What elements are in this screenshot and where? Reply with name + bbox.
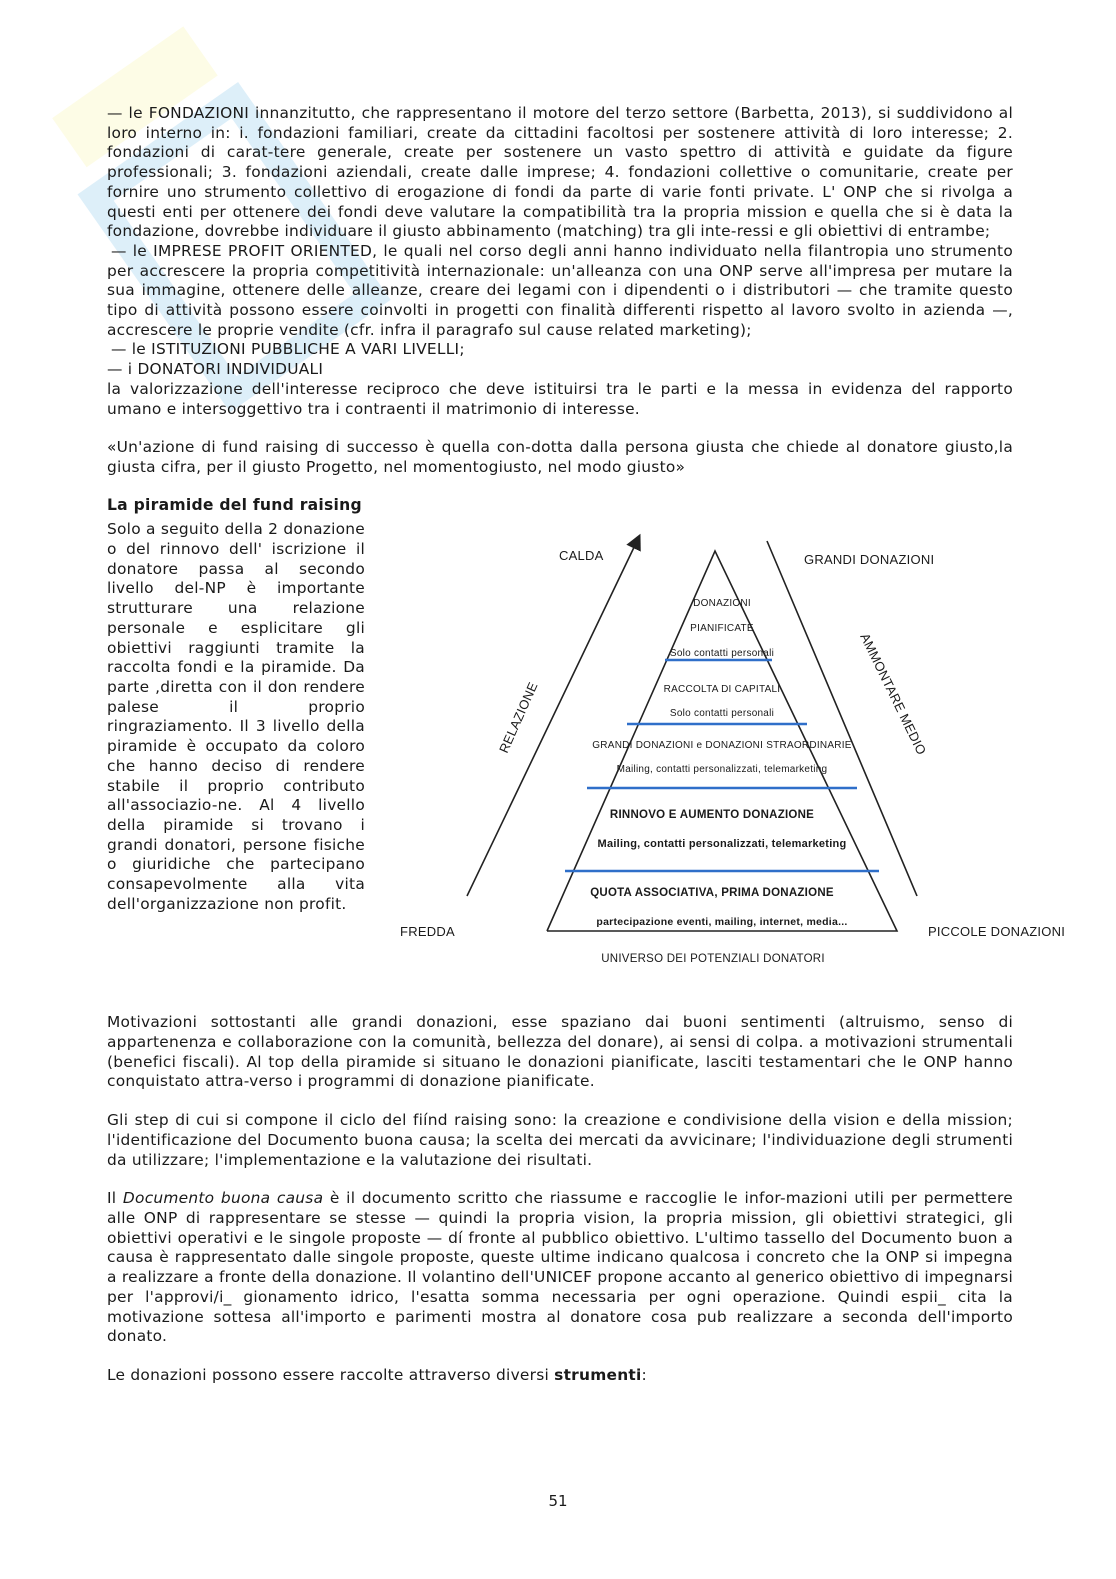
paragraph-fondazioni: — le FONDAZIONI innanzitutto, che rappresentano il motore del terzo settore (Barbetta, 2013), si suddividono al loro interno in: i. fondazioni familiari, create da cittadini facoltosi per sostenere attività di loro interesse; 2. fondazioni di carat-tere generale, create per sostenere un vasto spettro di attività e guidate da figure professionali; 3. fondazioni aziendali, create dalle imprese; 4. fondazioni collettive o comunitarie, create per fornire uno strumento collettivo di erogazione di fondi da parte di varie fonti private. L' ONP che si rivolga a questi enti per ottenere dei fondi deve valutare la compatibilità tra la propria mission e quella che si è data la fondazione, dovrebbe individuare il giusto abbinamento (matching) tra gli inte-ressi e gli obiettivi di entrambe; bbox=[107, 104, 1013, 241]
level-donazioni: DONAZIONI bbox=[693, 598, 751, 610]
pyramid-description: Solo a seguito della 2 donazione o del rinnovo dell' iscrizione il donatore passa al secondo livello del-NP è importante strutturare una relazione personale e esplicitare gli obiettivi raggiunti tramite la raccolta fondi e la piramide. Da parte ,diretta con il don rendere palese il proprio ringraziamento. Il 3 livello della piramide è occupato da coloro che hanno deciso di rendere stabile il proprio contributo all'associazio-ne. Al 4 livello della piramide si trovano i grandi donatori, persone fisiche o giuridiche che partecipano consapevolmente alla vita dell'organizzazione non profit. bbox=[107, 520, 365, 913]
doc-title-italic: Documento buona causa bbox=[122, 1189, 324, 1208]
label-relazione: RELAZIONE bbox=[496, 680, 541, 756]
level-solo-contatti-1: Solo contatti personali bbox=[669, 648, 775, 660]
doc-lead: Il bbox=[107, 1189, 123, 1208]
strumenti-bold: strumenti bbox=[554, 1365, 642, 1384]
section-heading: La piramide del fund raising bbox=[107, 495, 362, 514]
level-raccolta: RACCOLTA DI CAPITALI bbox=[663, 684, 781, 696]
strumenti-end: : bbox=[641, 1365, 647, 1384]
paragraph-istituzioni: — le ISTITUZIONI PUBBLICHE A VARI LIVELLI; bbox=[111, 340, 465, 359]
level-pianificate: PIANIFICATE bbox=[690, 623, 754, 635]
pyramid-base-label: UNIVERSO DEI POTENZIALI DONATORI bbox=[601, 953, 825, 966]
paragraph-valorizzazione: la valorizzazione dell'interesse reciproco che deve istituirsi tra le parti e la messa in evidenza del rapporto umano e intersoggettivo tra i contraenti il matrimonio di interesse. bbox=[107, 379, 1013, 418]
doc-body: è il documento scritto che riassume e raccoglie le infor-mazioni utili per permettere alle ONP di rappresentare se stesse — quindi la propria vision, la propria mission, gli obiettivi strategici, gli obiettivi operativi e le singole proposte — dí fronte al pubblico obiettivo. L'ultimo tassello del Documento buon a causa è rappresentato dalle singole proposte, queste ultime indicano qualcosa i concreto che la ONP si impegna a realizzare a fronte della donazione. Il volantino dell'UNICEF propone accanto al generico obiettivo di impegnarsi per l'approvi/i_ gionamento idrico, l'esatta somma necessaria per ogni operazione. Quindi espii_ cita la motivazione sottesa all'importo e parimenti mostra al donatore cosa pub realizzare a seconda dell'importo donato. bbox=[107, 1189, 1013, 1346]
fund-raising-quote: «Un'azione di fund raising di successo è quella con-dotta dalla persona giusta che chiede al donatore giusto,la giusta cifra, per il giusto Progetto, nel momentogiusto, nel modo giusto» bbox=[107, 438, 1013, 476]
level-quota: QUOTA ASSOCIATIVA, PRIMA DONAZIONE bbox=[590, 887, 834, 900]
pyramid-diagram bbox=[382, 506, 1072, 966]
paragraph-donatori: — i DONATORI INDIVIDUALI bbox=[107, 360, 324, 379]
label-piccole-donazioni: PICCOLE DONAZIONI bbox=[928, 924, 1066, 940]
page-content bbox=[107, 104, 1066, 1386]
paragraph-step: Gli step di cui si compone il ciclo del fiínd raising sono: la creazione e condivisione della vision e della mission; l'identificazione del Documento buona causa; la scelta dei mercati da avvicinare; l'individuazione degli strumenti da utilizzare; l'implementazione e la valutazione dei risultati. bbox=[107, 1111, 1013, 1169]
level-rinnovo-sub: Mailing, contatti personalizzati, telemarketing bbox=[597, 838, 847, 851]
label-grandi-donazioni: GRANDI DONAZIONI bbox=[804, 552, 935, 568]
strumenti-lead: Le donazioni possono essere raccolte attraverso diversi bbox=[107, 1365, 555, 1384]
paragraph-documento-buona-causa bbox=[107, 1189, 1013, 1347]
level-quota-sub: partecipazione eventi, mailing, internet, media... bbox=[596, 916, 848, 929]
label-calda: CALDA bbox=[559, 548, 604, 564]
level-grandi-sub: Mailing, contatti personalizzati, telemarketing bbox=[616, 764, 828, 776]
level-solo-contatti-2: Solo contatti personali bbox=[669, 708, 775, 720]
label-ammontare-medio: AMMONTARE MEDIO bbox=[857, 631, 930, 758]
paragraph-motivazioni: Motivazioni sottostanti alle grandi donazioni, esse spaziano dai buoni sentimenti (altruismo, senso di appartenenza e collaborazione con la comunità, bellezza del donare), ai sensi di colpa. a motivazioni strumentali (benefici fiscali). Al top della piramide si situano le donazioni pianificate, lasciti testamentari che le ONP hanno conquistato attra-verso i programmi di donazione pianificate. bbox=[107, 1013, 1013, 1091]
label-fredda: FREDDA bbox=[400, 924, 455, 940]
level-rinnovo: RINNOVO E AUMENTO DONAZIONE bbox=[609, 809, 815, 822]
level-grandi: GRANDI DONAZIONI e DONAZIONI STRAORDINARIE bbox=[592, 740, 852, 752]
pyramid-section bbox=[107, 520, 1066, 1008]
paragraph-strumenti bbox=[107, 1366, 1013, 1386]
paragraph-imprese: — le IMPRESE PROFIT ORIENTED, le quali nel corso degli anni hanno individuato nella filantropia uno strumento per accrescere la propria competitività internazionale: un'alleanza con una ONP serve all'impresa per mutare la sua immagine, ottenere delle alleanze, creare dei legami con i dipendenti o i distributori — che tramite questo tipo di attività possono essere coinvolti in progetti con finalità differenti rispetto al lavoro svolto in azienda —, accrescere le proprie vendite (cfr. infra il paragrafo sul cause related marketing); bbox=[107, 241, 1013, 339]
page-number: 51 bbox=[548, 1492, 568, 1510]
